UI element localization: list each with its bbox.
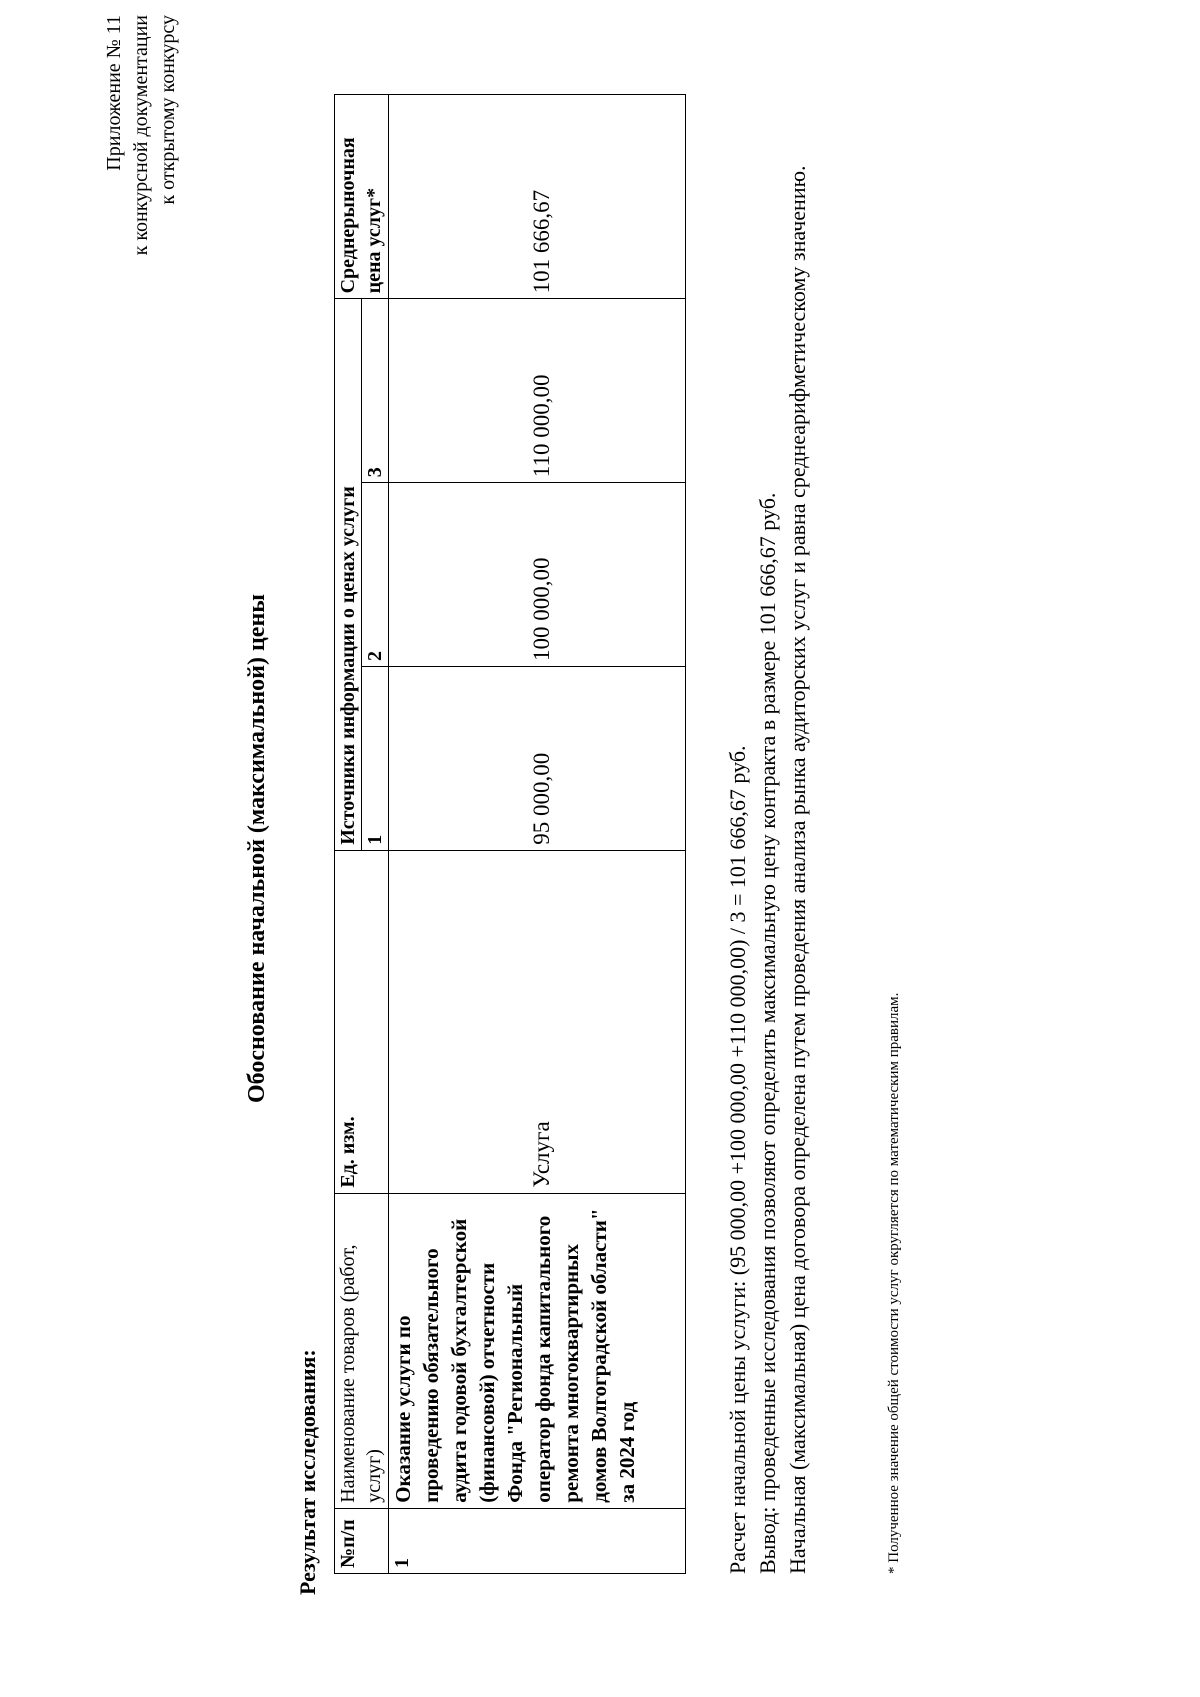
price-research-table (334, 94, 686, 1574)
header-source-2: 2 (362, 483, 389, 667)
header-unit: Ед. изм. (335, 850, 389, 1193)
row-unit-cell (389, 850, 686, 1193)
row-average-cell (389, 95, 686, 299)
row-source-2-cell (389, 483, 686, 667)
row-service-name: Оказание услуги по проведению обязательного аудита годовой бухгалтерской (финансовой) отчетности Фонда "Региональный оператор фонда капитального ремонта многоквартирных домов Волгоградской области" за 2024 год (389, 1193, 686, 1508)
row-average-price: 101 666,67 (529, 189, 554, 294)
row-num: 1 (389, 1508, 686, 1573)
document-title: Обоснование начальной (максимальной) цены (244, 593, 270, 1104)
row-source-1: 95 000,00 (529, 752, 554, 845)
header-source-3: 3 (362, 299, 389, 483)
statement-text: Начальная (максимальная) цена договора определена путем проведения анализа рынка аудиторских услуг и равна среднеарифметическому значению. (785, 165, 810, 1574)
row-source-1-cell (389, 667, 686, 851)
appendix-line-3: к открытому конкурсу (157, 15, 179, 205)
conclusion-text: Вывод: проведенные исследования позволяют определить максимальную цену контракта в размере 101 666,67 руб. (755, 492, 780, 1574)
row-unit: Услуга (529, 1121, 554, 1188)
appendix-line-1: Приложение № 11 (103, 15, 125, 171)
appendix-line-2: к конкурсной документации (130, 15, 152, 256)
table-header-row (335, 95, 362, 1574)
result-label: Результат исследования: (295, 1349, 320, 1595)
row-source-3-cell (389, 299, 686, 483)
row-source-2: 100 000,00 (529, 557, 554, 661)
header-num: №п/п (335, 1508, 389, 1573)
table-row (389, 95, 686, 1574)
appendix-header (101, 15, 182, 265)
conclusion-block (723, 86, 813, 1574)
calculation-text: Расчет начальной цены услуги: (95 000,00 +100 000,00 +110 000,00) / 3 = 101 666,67 руб. (725, 745, 750, 1574)
header-name: Наименование товаров (работ, услуг) (335, 1193, 389, 1508)
header-sources: Источники информации о ценах услуги (335, 299, 362, 850)
row-source-3: 110 000,00 (529, 374, 554, 478)
header-average-price: Среднерыночная цена услуг* (335, 95, 389, 299)
footnote: * Полученное значение общей стоимости услуг округляется по математическим правилам. (886, 992, 902, 1574)
header-source-1: 1 (362, 667, 389, 851)
